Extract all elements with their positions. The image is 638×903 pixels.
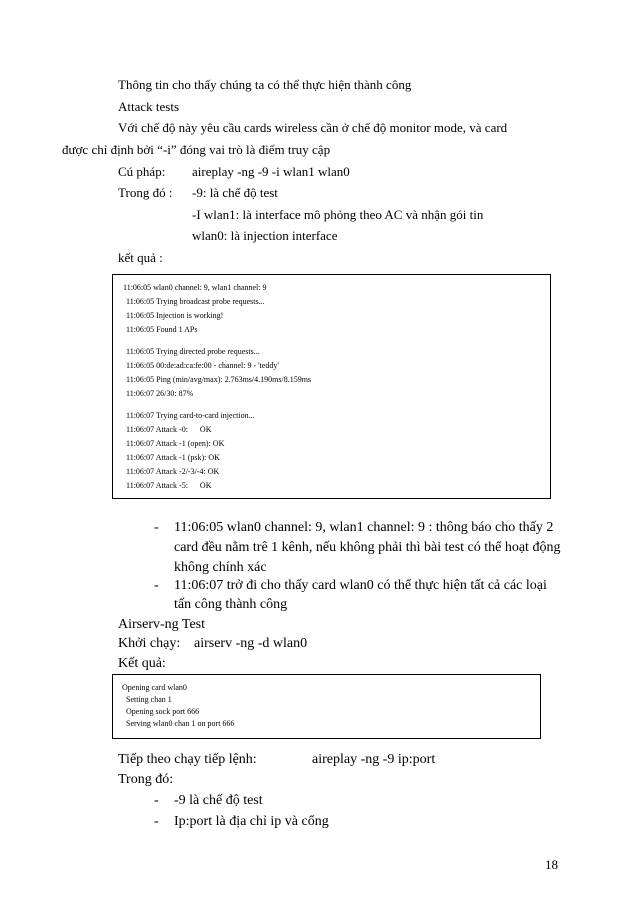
code-line: Setting chan 1 <box>126 695 172 704</box>
where-item: wlan0: là injection interface <box>192 228 338 243</box>
where-label: Trong đó: <box>118 772 174 787</box>
code-line: 11:06:07 26/30: 87% <box>126 389 194 398</box>
bullet-text: card đều nằm trê 1 kênh, nếu không phải thì bài test có thể hoạt động <box>174 540 561 555</box>
syntax-label: Cú pháp: <box>118 164 166 179</box>
code-line: 11:06:05 00:de:ad:ca:fe:00 - channel: 9 - 'teddy' <box>126 361 279 370</box>
start-value: airserv -ng -d wlan0 <box>194 636 308 651</box>
bullet-text: tấn công thành công <box>174 597 288 612</box>
bullet-dash: - <box>154 520 159 535</box>
code-line: 11:06:05 Injection is working! <box>126 311 224 320</box>
bullet-dash: - <box>154 814 159 829</box>
code-line: Serving wlan0 chan 1 on port 666 <box>126 719 235 728</box>
code-line: 11:06:07 Trying card-to-card injection... <box>126 411 255 420</box>
list-item: -9 là chế độ test <box>174 793 263 808</box>
code-line: 11:06:07 Attack -1 (open): OK <box>126 439 225 448</box>
list-item: Ip:port là địa chỉ ip và cổng <box>174 814 329 829</box>
code-line: 11:06:05 wlan0 channel: 9, wlan1 channel: 9 <box>123 283 267 292</box>
text-line: được chỉ định bởi “-i” đóng vai trò là điểm truy cập <box>62 142 331 157</box>
result-label: Kết quả: <box>118 656 166 671</box>
page-number: 18 <box>545 857 558 872</box>
syntax-value: aireplay -ng -9 -i wlan1 wlan0 <box>192 164 350 179</box>
where-item: -I wlan1: là interface mô phỏng theo AC và nhận gói tin <box>192 207 484 222</box>
where-label: Trong đó : <box>118 185 173 200</box>
bullet-text: 11:06:07 trở đi cho thấy card wlan0 có thể thực hiện tất cả các loại <box>174 578 547 593</box>
bullet-text: không chính xác <box>174 560 267 575</box>
code-line: 11:06:05 Trying broadcast probe requests... <box>126 297 265 306</box>
bullet-dash: - <box>154 793 159 808</box>
where-item: -9: là chế độ test <box>192 185 278 200</box>
bullet-dash: - <box>154 578 159 593</box>
code-line: 11:06:07 Attack -0: OK <box>126 425 212 434</box>
code-line: Opening sock port 666 <box>126 707 200 716</box>
next-label: Tiếp theo chạy tiếp lệnh: <box>118 752 257 767</box>
code-line: 11:06:05 Found 1 APs <box>126 325 198 334</box>
text-line: Với chế độ này yêu cầu cards wireless cần ở chế độ monitor mode, và card <box>118 120 508 135</box>
code-line: 11:06:05 Ping (min/avg/max): 2.763ms/4.190ms/8.159ms <box>126 375 312 384</box>
code-line: 11:06:07 Attack -2/-3/-4: OK <box>126 467 220 476</box>
code-line: Opening card wlan0 <box>122 683 187 692</box>
result-label: kết quả : <box>118 250 163 265</box>
text-line: Thông tin cho thấy chúng ta có thể thực hiện thành công <box>118 77 412 92</box>
start-label: Khởi chạy: <box>118 636 181 651</box>
bullet-text: 11:06:05 wlan0 channel: 9, wlan1 channel: 9 : thông báo cho thấy 2 <box>174 520 554 535</box>
code-line: 11:06:05 Trying directed probe requests... <box>126 347 260 356</box>
code-box-1 <box>112 274 551 499</box>
code-line: 11:06:07 Attack -1 (psk): OK <box>126 453 220 462</box>
text-line: Attack tests <box>118 99 180 114</box>
code-line: 11:06:07 Attack -5: OK <box>126 481 212 490</box>
section-title: Airserv-ng Test <box>118 617 206 632</box>
next-value: aireplay -ng -9 ip:port <box>312 752 436 767</box>
